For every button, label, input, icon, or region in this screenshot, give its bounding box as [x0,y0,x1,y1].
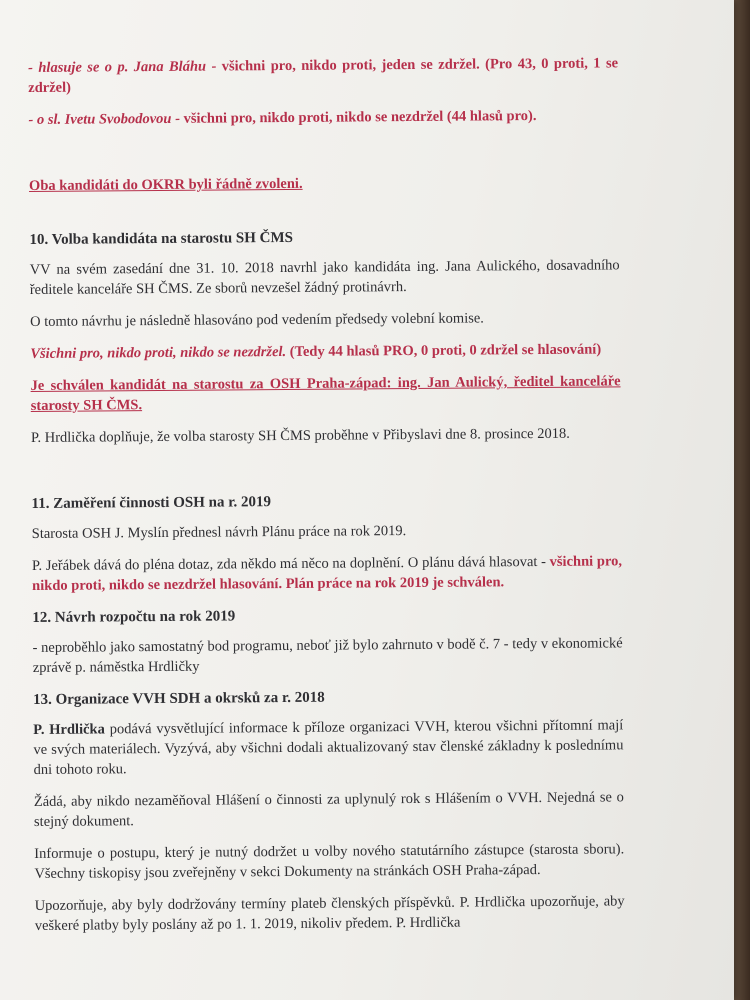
vote-jan-blaha-prefix: - hlasuje se o p. Jana Bláhu [28,58,207,76]
section-11-paragraph-2 [32,551,622,596]
section-12-paragraph-1: - neproběhlo jako samostatný bod programu, neboť již bylo zahrnuto v bodě č. 7 - tedy v ekonomické zprávě p. náměstka Hrdličky [32,635,623,676]
vote-iveta-svobodova [28,105,618,130]
section-10-vote-italic: Všichni pro, nikdo proti, nikdo se nezdržel. [30,343,287,362]
spacer [29,137,619,176]
vote-jan-blaha [28,53,618,98]
section-11-paragraph-1: Starosta OSH J. Myslín přednesl návrh Plánu práce na rok 2019. [31,523,407,542]
section-10-vote [30,339,620,364]
section-13-paragraph-3: Informuje o postupu, který je nutný dodržet u volby nového statutárního zástupce (starosta sboru). Všechny tiskopisy jsou zveřejněny v sekci Dokumenty na stránkách OSH Praha-západ. [34,841,625,882]
document-page [28,53,625,948]
section-13-paragraph-4: Upozorňuje, aby byly dodržovány termíny plateb členských příspěvků. P. Hrdlička upozorňuje, aby veškeré platby byly poslány až po 1. 1. 2019, nikoliv předem. P. Hrdlička [34,893,625,934]
okrr-elected-statement: Oba kandidáti do OKRR byli řádně zvoleni. [28,175,303,194]
section-10-paragraph-2: O tomto návrhu je následně hlasováno pod vedením předsedy volební komise. [30,310,484,330]
section-13-paragraph-1-text: podává vysvětlující informace k příloze organizaci VVH, kterou všichni přítomní mají ve svých materiálech. Vyzývá, aby všichni dodali aktualizovaný stav členské základny k poslednímu dni tohoto roku. [33,717,624,778]
section-10-heading: 10. Volba kandidáta na starostu SH ČMS [29,229,294,248]
vote-jan-blaha-result: - všichni pro, nikdo proti, jeden se zdržel. (Pro 43, 0 proti, 1 se zdržel) [28,55,619,96]
section-10-paragraph-3: P. Hrdlička doplňuje, že volba starosty SH ČMS proběhne v Přibyslavi dne 8. prosince 2018. [30,425,570,446]
spacer [31,455,621,494]
section-11-heading: 11. Zaměření činnosti OSH na r. 2019 [31,494,272,512]
section-13-paragraph-1 [33,715,623,780]
section-13-speaker: P. Hrdlička [33,721,105,738]
section-11-vote-result: všichni pro, nikdo proti, nikdo se nezdržel hlasování. Plán práce na rok 2019 je schválen. [32,553,623,594]
section-11-paragraph-2-text: P. Jeřábek dává do pléna dotaz, zda někdo má něco na doplnění. O plánu dává hlasovat - [31,553,550,574]
vote-iveta-prefix: - o sl. Ivetu Svobodovou [28,110,172,128]
section-10-paragraph-1: VV na svém zasedání dne 31. 10. 2018 navrhl jako kandidáta ing. Jana Aulického, dosavadního ředitele kanceláře SH ČMS. Ze sborů nevzešel žádný protinávrh. [29,257,620,298]
section-13-paragraph-2: Žádá, aby nikdo nezaměňoval Hlášení o činnosti za uplynulý rok s Hlášením o VVH. Nejedná se o stejný dokument. [33,789,624,830]
section-13-heading: 13. Organizace VVH SDH a okrsků za r. 2018 [32,689,325,708]
section-10-vote-detail: (Tedy 44 hlasů PRO, 0 proti, 0 zdržel se hlasování) [286,341,602,360]
section-12-heading: 12. Návrh rozpočtu na rok 2019 [32,608,236,626]
section-10-approved: Je schválen kandidát na starostu za OSH Praha-západ: ing. Jan Aulický, ředitel kanceláře starosty SH ČMS. [30,373,621,414]
vote-iveta-result: - všichni pro, nikdo proti, nikdo se nezdržel (44 hlasů pro). [171,108,537,127]
